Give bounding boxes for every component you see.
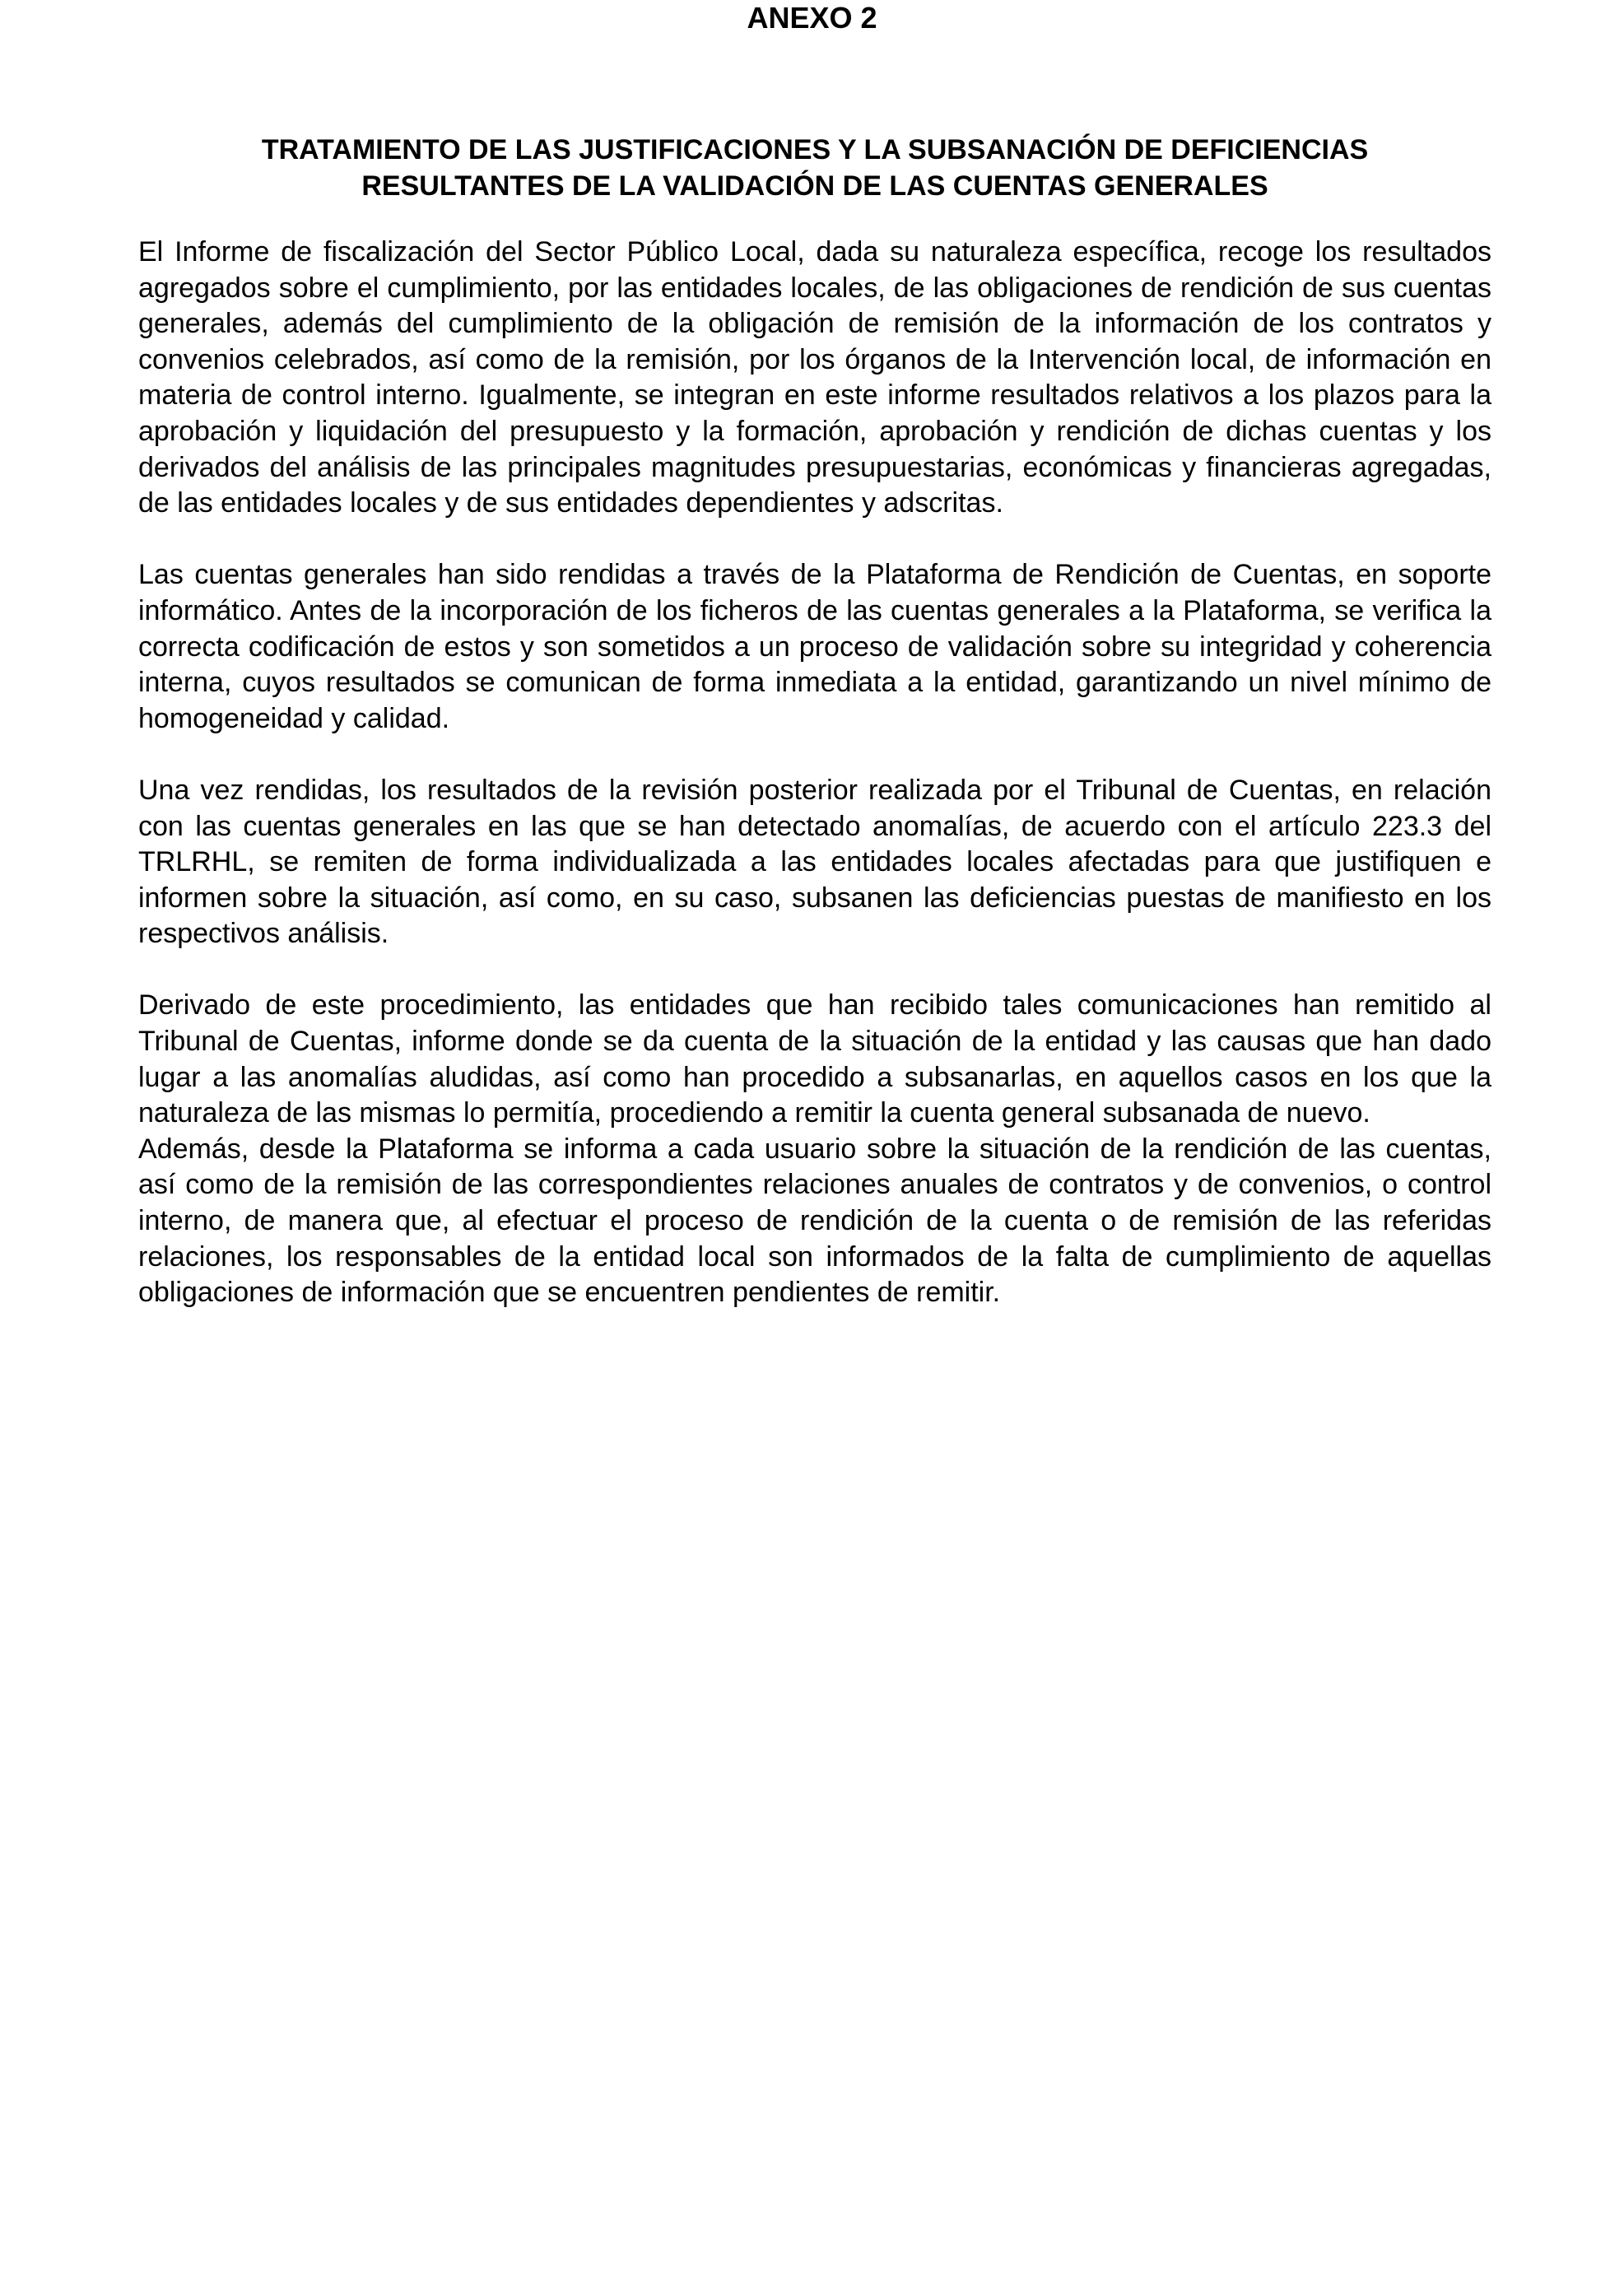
document-title-line-2: RESULTANTES DE LA VALIDACIÓN DE LAS CUENTAS GENERALES	[361, 170, 1268, 202]
paragraph-4: Derivado de este procedimiento, las entidades que han recibido tales comunicaciones han remitido al Tribunal de Cuentas, informe donde se da cuenta de la situación de la entidad y las causas que han dado lugar a las anomalías aludidas, así como han procedido a subsanarlas, en aquellos casos en los que la naturaleza de las mismas lo permitía, procediendo a remitir la cuenta general subsanada de nuevo.	[138, 989, 1491, 1129]
paragraph-5: Además, desde la Plataforma se informa a cada usuario sobre la situación de la rendición de las cuentas, así como de la remisión de las correspondientes relaciones anuales de contratos y de convenios, o control interno, de manera que, al efectuar el proceso de rendición de la cuenta o de remisión de las referidas relaciones, los responsables de la entidad local son informados de la falta de cumplimiento de aquellas obligaciones de información que se encuentren pendientes de remitir.	[138, 1133, 1491, 1309]
paragraph-1: El Informe de fiscalización del Sector Público Local, dada su naturaleza específica, recoge los resultados agregados sobre el cumplimiento, por las entidades locales, de las obligaciones de rendición de sus cuentas generales, además del cumplimiento de la obligación de remisión de la información de los contratos y convenios celebrados, así como de la remisión, por los órganos de la Intervención local, de información en materia de control interno. Igualmente, se integran en este informe resultados relativos a los plazos para la aprobación y liquidación del presupuesto y la formación, aprobación y rendición de dichas cuentas y los derivados del análisis de las principales magnitudes presupuestarias, económicas y financieras agregadas, de las entidades locales y de sus entidades dependientes y adscritas.	[138, 236, 1491, 519]
annex-title: ANEXO 2	[747, 1, 877, 35]
document-title-line-1: TRATAMIENTO DE LAS JUSTIFICACIONES Y LA SUBSANACIÓN DE DEFICIENCIAS	[261, 134, 1369, 165]
document-body	[138, 235, 1491, 1311]
document-title	[138, 132, 1491, 204]
paragraph-2: Las cuentas generales han sido rendidas a través de la Plataforma de Rendición de Cuentas, en soporte informático. Antes de la incorporación de los ficheros de las cuentas generales a la Plataforma, se verifica la correcta codificación de estos y son sometidos a un proceso de validación sobre su integridad y coherencia interna, cuyos resultados se comunican de forma inmediata a la entidad, garantizando un nivel mínimo de homogeneidad y calidad.	[138, 559, 1491, 734]
paragraph-3: Una vez rendidas, los resultados de la revisión posterior realizada por el Tribunal de Cuentas, en relación con las cuentas generales en las que se han detectado anomalías, de acuerdo con el artículo 223.3 del TRLRHL, se remiten de forma individualizada a las entidades locales afectadas para que justifiquen e informen sobre la situación, así como, en su caso, subsanen las deficiencias puestas de manifiesto en los respectivos análisis.	[138, 774, 1491, 950]
